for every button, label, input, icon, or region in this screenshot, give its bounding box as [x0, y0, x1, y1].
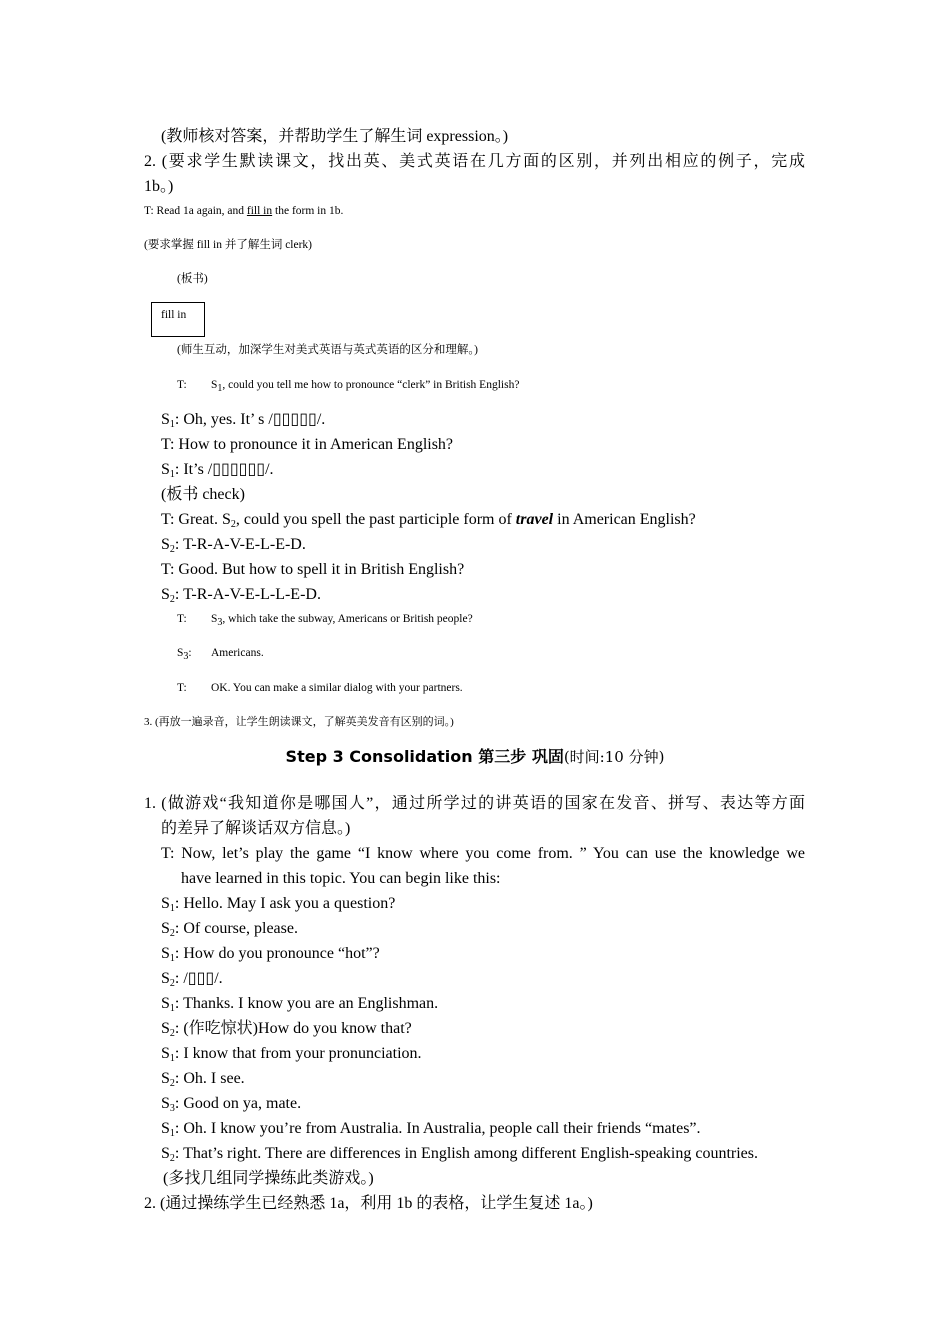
game-dialog-1: $S_1$: Hello. May I ask you a question?	[161, 895, 396, 914]
instruction-2: 2. (要求学生默读课文，找出英、美式英语在几方面的区别，并列出相应的例子，完成	[144, 153, 805, 170]
game-instruction-cont: 的差异了解谈话双方信息。)	[161, 820, 351, 837]
practice-note: (多找几组同学操练此类游戏。)	[163, 1170, 374, 1187]
instruction-3: 3. (再放一遍录音，让学生朗读课文，了解英美发音有区别的词。)	[144, 716, 454, 728]
game-dialog-8: $S_2$: Oh. I see.	[161, 1070, 245, 1089]
game-dialog-5: $S_1$: Thanks. I know you are an Englishman.	[161, 995, 439, 1014]
game-instruction: 1. (做游戏“我知道你是哪国人”，通过所学过的讲英语的国家在发音、拼写、表达等方面	[144, 795, 805, 812]
instruction-retell: 2. (通过操练学生已经熟悉 1a，利用 1b 的表格，让学生复述 1a。)	[144, 1195, 593, 1212]
dialog-s2-2: $S_2$: T-R-A-V-E-L-L-E-D.	[161, 586, 321, 605]
dialog-s1-2: $S_1$: It’s /▯▯▯▯▯▯/.	[161, 461, 274, 480]
vocab-note: (要求掌握 fill in 并了解生词 clerk)	[144, 239, 313, 251]
dialog-t-6: T: OK. You can make a similar dialog with your partners.	[177, 682, 463, 694]
dialog-t-1: T: $S_1$, could you tell me how to pronounce “clerk” in British English?	[177, 379, 520, 394]
instruction-2-cont: 1b。)	[144, 178, 174, 195]
dialog-s1-1: $S_1$: Oh, yes. It’ s /▯▯▯▯▯/.	[161, 411, 326, 430]
game-dialog-6: $S_2$: (作吃惊状)How do you know that?	[161, 1020, 412, 1039]
interaction-note: (师生互动，加深学生对美式英语与英式英语的区分和理解。)	[177, 344, 478, 356]
game-dialog-10: $S_1$: Oh. I know you’re from Australia. In Australia, people call their friends “mates”.	[161, 1120, 701, 1139]
board-box-text: fill in	[161, 309, 187, 321]
dialog-t-3: T: Great. $S_2$, could you spell the past participle form of travel in American English?	[161, 511, 696, 530]
board-box	[151, 302, 205, 337]
teacher-check-note: (教师核对答案，并帮助学生了解生词 expression。)	[161, 128, 509, 145]
game-dialog-2: $S_2$: Of course, please.	[161, 920, 298, 939]
game-teacher-line-cont: have learned in this topic. You can begin like this:	[181, 870, 501, 887]
dialog-s2-1: $S_2$: T-R-A-V-E-L-E-D.	[161, 536, 306, 555]
board-note: (板书)	[177, 273, 208, 285]
game-teacher-line: T: Now, let’s play the game “I know where you come from. ” You can use the knowledge we	[161, 845, 805, 862]
game-dialog-3: $S_1$: How do you pronounce “hot”?	[161, 945, 380, 964]
teacher-line-read: T: Read 1a again, and fill in the form in 1b.	[144, 205, 344, 217]
dialog-t-5: T: $S_3$, which take the subway, Americans or British people?	[177, 613, 473, 628]
board-check: (板书 check)	[161, 486, 245, 503]
game-dialog-11: $S_2$: That’s right. There are differences in English among different English-speaking countries.	[161, 1145, 759, 1164]
dialog-t-2: T: How to pronounce it in American English?	[161, 436, 454, 453]
game-dialog-4: $S_2$: /▯▯▯/.	[161, 970, 223, 989]
dialog-t-4: T: Good. But how to spell it in British English?	[161, 561, 465, 578]
step-3-heading: Step 3 Consolidation 第三步 巩固(时间:10 分钟)	[285, 747, 665, 766]
game-dialog-7: $S_1$: I know that from your pronunciation.	[161, 1045, 422, 1064]
game-dialog-9: $S_3$: Good on ya, mate.	[161, 1095, 302, 1114]
dialog-s3-1: $S_3$: Americans.	[177, 647, 264, 662]
